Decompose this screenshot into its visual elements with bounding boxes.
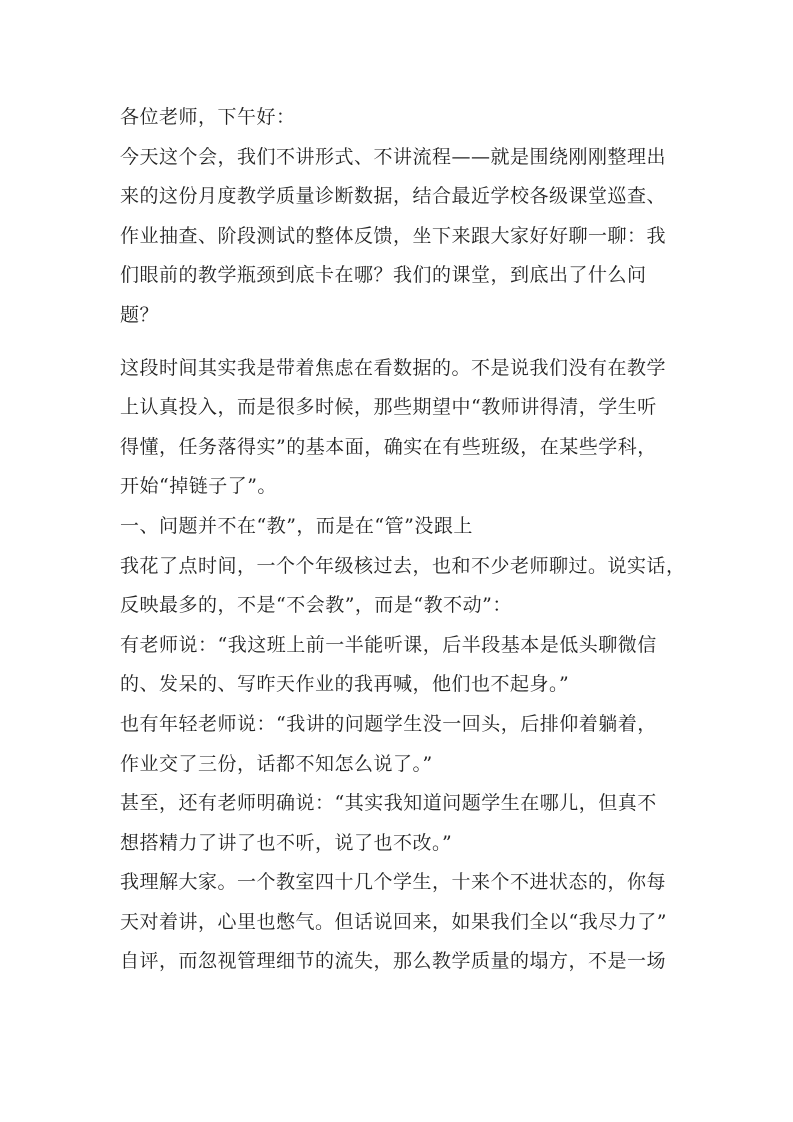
text-line: 这段时间其实我是带着焦虑在看数据的。不是说我们没有在教学 xyxy=(120,356,667,379)
text-line: 我花了点时间，一个个年级核过去，也和不少老师聊过。说实话， xyxy=(120,554,686,577)
text-line: 今天这个会，我们不讲形式、不讲流程——就是围绕刚刚整理出 xyxy=(120,145,667,168)
text-line: 反映最多的，不是“不会教”，而是“教不动”： xyxy=(120,594,512,617)
document-body xyxy=(120,98,700,982)
text-line: 我理解大家。一个教室四十几个学生，十来个不进状态的，你每 xyxy=(120,871,667,894)
text-line: 作业交了三份，话都不知怎么说了。” xyxy=(120,752,433,775)
text-line: 也有年轻老师说：“我讲的问题学生没一回头，后排仰着躺着， xyxy=(120,712,657,735)
section-heading: 一、问题并不在“教”，而是在“管”没跟上 xyxy=(120,514,473,537)
text-line: 们眼前的教学瓶颈到底卡在哪？我们的课堂，到底出了什么问 xyxy=(120,264,647,287)
text-line: 作业抽查、阶段测试的整体反馈，坐下来跟大家好好聊一聊：我 xyxy=(120,224,667,247)
text-line: 的、发呆的、写昨天作业的我再喊，他们也不起身。” xyxy=(120,673,570,696)
text-line: 有老师说：“我这班上前一半能听课，后半段基本是低头聊微信 xyxy=(120,633,657,656)
text-line: 甚至，还有老师明确说：“其实我知道问题学生在哪儿，但真不 xyxy=(120,792,657,815)
text-line: 来的这份月度教学质量诊断数据，结合最近学校各级课堂巡查、 xyxy=(120,185,667,208)
text-line: 开始“掉链子了”。 xyxy=(120,475,277,498)
text-line: 上认真投入，而是很多时候，那些期望中“教师讲得清，学生听 xyxy=(120,396,657,419)
text-line: 自评，而忽视管理细节的流失，那么教学质量的塌方，不是一场 xyxy=(120,950,667,973)
greeting: 各位老师，下午好： xyxy=(120,106,296,128)
text-line: 题？ xyxy=(120,303,160,326)
text-line: 得懂，任务落得实”的基本面，确实在有些班级，在某些学科， xyxy=(120,435,657,458)
text-line: 想搭精力了讲了也不听，说了也不改。” xyxy=(120,831,453,854)
text-line: 天对着讲，心里也憋气。但话说回来，如果我们全以“我尽力了” xyxy=(120,910,667,933)
